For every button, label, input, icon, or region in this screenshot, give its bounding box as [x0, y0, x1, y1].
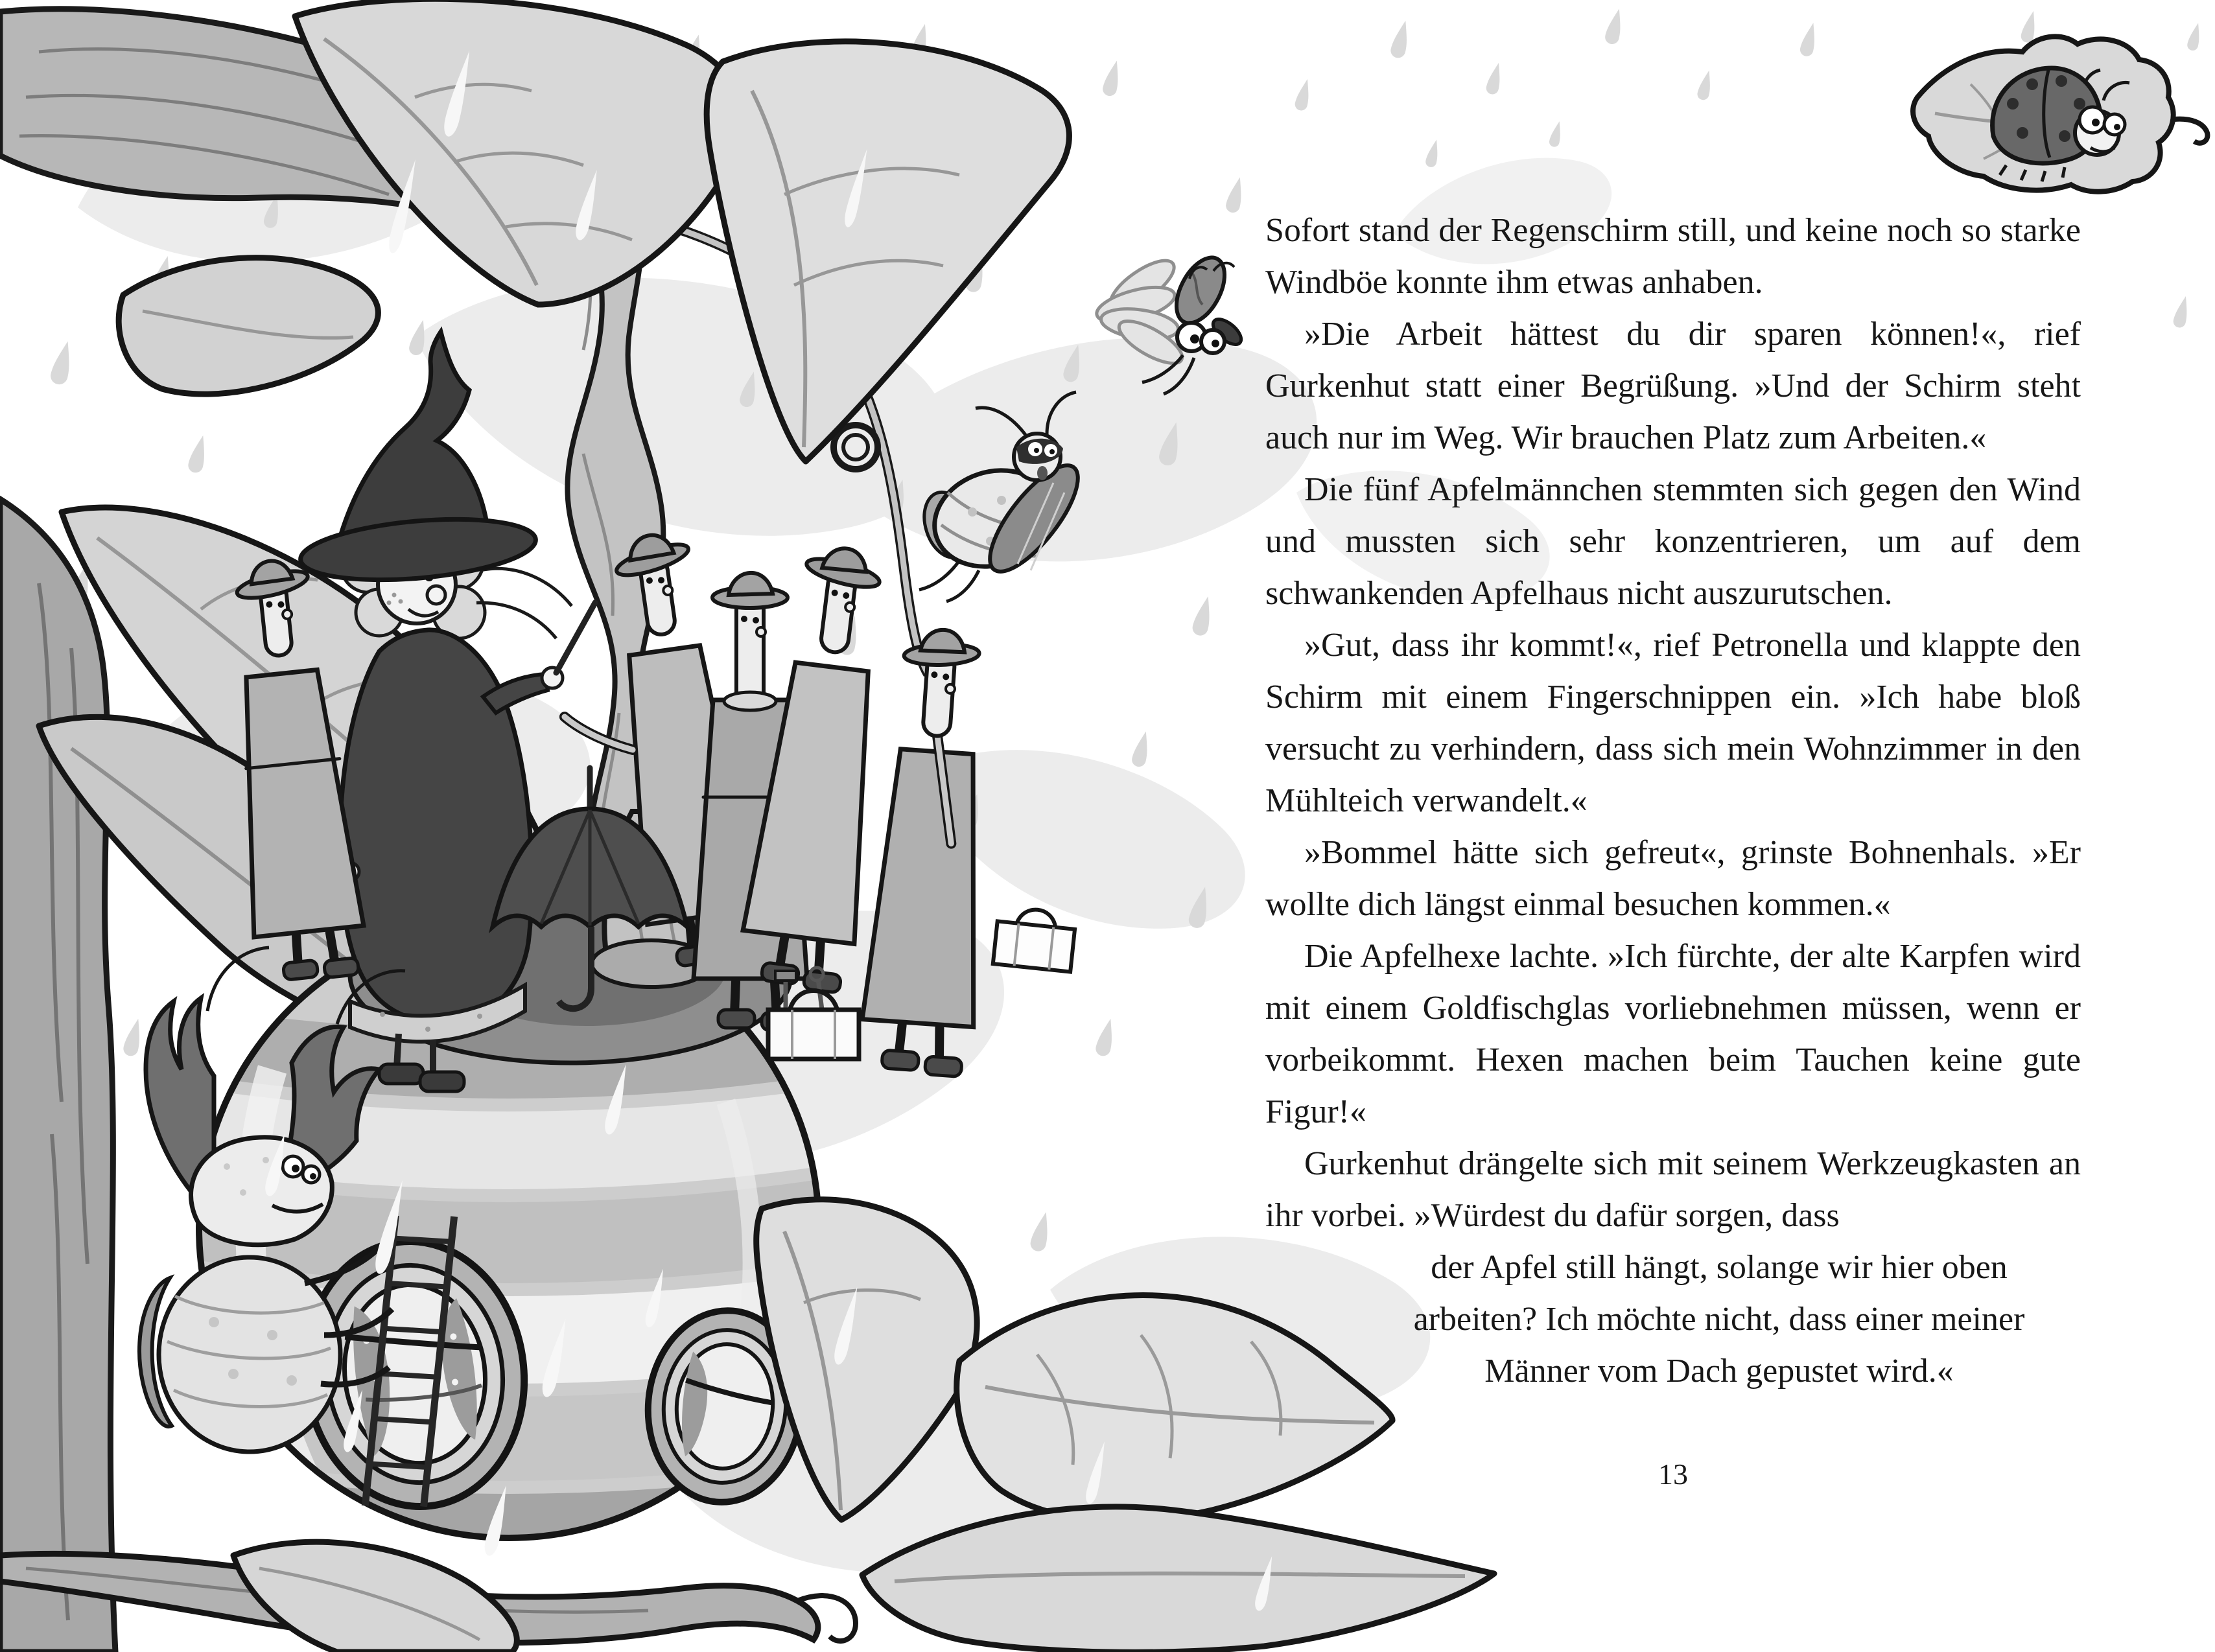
toolbox-2 — [993, 906, 1077, 972]
paragraph-wrapped-around-leaf: der Apfel still hängt, solange wir hier oben arbeiten? Ich möchte nicht, dass einer meiner Männer vom Dach gepustet wird.« — [1413, 1249, 2025, 1390]
page-number: 13 — [1658, 1458, 1688, 1491]
paragraph: Die fünf Apfelmännchen stemmten sich gegen den Wind und mussten sich sehr konzentrieren, um auf dem schwankenden Apfelhaus nicht auszurutschen. — [1265, 471, 2081, 612]
paragraph: Die Apfelhexe lachte. »Ich fürchte, der alte Karpfen wird mit einem Goldfischglas vorliebnehmen müssen, wenn er vorbeikommt. Hexen machen beim Tauchen keine gute Figur!« — [1265, 938, 2081, 1130]
paragraph: »Gut, dass ihr kommt!«, rief Petronella und klappte den Schirm mit einem Fingerschnippen ein. »Ich habe bloß versucht zu verhindern, dass sich mein Wohnzimmer in den Mühlteich verwandelt.« — [1265, 627, 2081, 819]
tree-trunk — [0, 499, 115, 1652]
paragraph: Gurkenhut drängelte sich mit seinem Werkzeugkasten an ihr vorbei. »Würdest du dafür sorgen, dass — [1265, 1145, 2081, 1234]
story-text — [1265, 205, 2081, 1397]
paragraph: »Bommel hätte sich gefreut«, grinste Bohnenhals. »Er wollte dich längst einmal besuchen kommen.« — [1265, 834, 2081, 923]
ladybug-on-leaf — [1913, 36, 2207, 191]
paragraph: »Die Arbeit hättest du dir sparen können!«, rief Gurkenhut statt einer Begrüßung. »Und der Schirm steht auch nur im Weg. Wir brauchen Platz zum Arbeiten.« — [1265, 316, 2081, 456]
magic-wand — [556, 603, 595, 673]
paragraph: Sofort stand der Regenschirm still, und keine noch so starke Windböe konnte ihm etwas anhaben. — [1265, 212, 2081, 301]
